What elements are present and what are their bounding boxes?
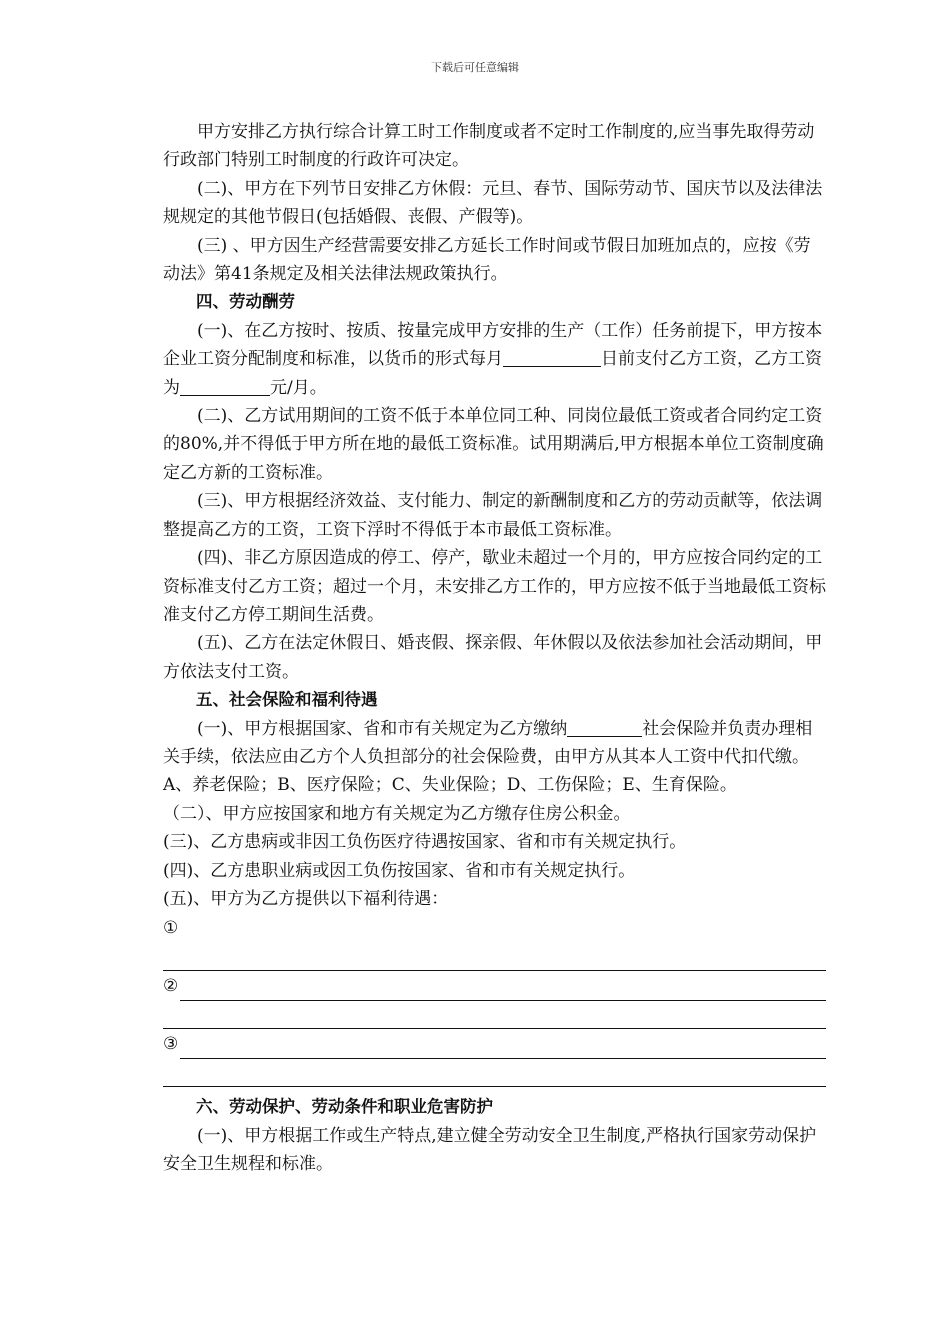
pay-day-blank[interactable] [503, 348, 601, 367]
insurance-type-blank[interactable] [567, 718, 642, 737]
benefit-item-2 [163, 971, 826, 1001]
insurance-text-1: (一)、甲方根据国家、省和市有关规定为乙方缴纳 [197, 718, 568, 739]
benefit-line-3b[interactable] [163, 1059, 826, 1087]
paragraph-overtime: (三) 、甲方因生产经营需要安排乙方延长工作时间或节假日加班加点的，应按《劳动法》第41条规定及相关法律法规政策执行。 [163, 235, 811, 285]
benefit-line-2[interactable] [180, 980, 826, 1001]
paragraph-probation-salary: (二)、乙方试用期间的工资不低于本单位同工种、同岗位最低工资或者合同约定工资的80%,并不得低于甲方所在地的最低工资标准。试用期满后,甲方根据本单位工资制度确定乙方新的工资标准。 [163, 406, 824, 483]
benefit-item-1 [163, 913, 826, 943]
circled-one: ① [163, 918, 179, 939]
paragraph-medical: (三)、乙方患病或非因工负伤医疗待遇按国家、省和市有关规定执行。 [163, 832, 687, 853]
paragraph-insurance-types: A、养老保险；B、医疗保险；C、失业保险；D、工伤保险；E、生育保险。 [163, 775, 737, 796]
paragraph-holidays: (二)、甲方在下列节日安排乙方休假：元旦、春节、国际劳动节、国庆节以及法律法规规定的其他节假日(包括婚假、丧假、产假等)。 [163, 178, 823, 228]
insurance-text-2: 社会保险并负责办理相关手续，依法应由乙方个人负担部分的社会保险费，由甲方从其本人工资中代扣代缴。 [163, 718, 813, 767]
paragraph-salary-adjustment: (三)、甲方根据经济效益、支付能力、制定的新酬制度和乙方的劳动贡献等，依法调整提高乙方的工资，工资下浮时不得低于本市最低工资标准。 [163, 491, 823, 540]
salary-amount-blank[interactable] [180, 377, 270, 396]
benefit-line-1[interactable] [163, 943, 826, 971]
circled-three: ③ [163, 1034, 179, 1055]
page-header: 下载后可任意编辑 [431, 61, 519, 74]
salary-text-2: 日前支付乙方工资，乙方工资为 [163, 349, 822, 398]
salary-text-1: (一)、在乙方按时、按质、按量完成甲方安排的生产（工作）任务前提下，甲方按本企业工资分配制度和标准，以货币的形式每月 [163, 320, 823, 370]
benefit-item-3 [163, 1029, 826, 1059]
circled-two: ② [163, 976, 179, 997]
paragraph-social-insurance [163, 715, 826, 772]
section-heading-labor-protection: 六、劳动保护、劳动条件和职业危害防护 [196, 1097, 493, 1117]
paragraph-work-stoppage: (四)、非乙方原因造成的停工、停产，歇业未超过一个月的，甲方应按合同约定的工资标准支付乙方工资；超过一个月，未安排乙方工作的，甲方应按不低于当地最低工资标准支付乙方停工期间生活费。 [163, 548, 826, 625]
paragraph-safety-system: (一)、甲方根据工作或生产特点,建立健全劳动安全卫生制度,严格执行国家劳动保护安全卫生规程和标准。 [163, 1125, 817, 1175]
paragraph-salary-payment [163, 317, 826, 402]
section-heading-social-insurance: 五、社会保险和福利待遇 [196, 690, 378, 710]
paragraph-benefits: (五)、甲方为乙方提供以下福利待遇： [163, 888, 449, 909]
benefit-line-3[interactable] [180, 1038, 826, 1059]
salary-text-3: 元/月。 [270, 377, 327, 398]
paragraph-occupational-injury: (四)、乙方患职业病或因工负伤按国家、省和市有关规定执行。 [163, 860, 636, 881]
paragraph-housing-fund: （二）、甲方应按国家和地方有关规定为乙方缴存住房公积金。 [163, 803, 631, 824]
section-heading-remuneration: 四、劳动酬劳 [196, 292, 295, 312]
document-body [163, 118, 826, 1179]
paragraph-work-hours-permit: 甲方安排乙方执行综合计算工时工作制度或者不定时工作制度的,应当事先取得劳动行政部门特别工时制度的行政许可决定。 [163, 122, 815, 171]
paragraph-paid-leave: (五)、乙方在法定休假日、婚丧假、探亲假、年休假以及依法参加社会活动期间，甲方依法支付工资。 [163, 633, 823, 682]
benefit-line-2b[interactable] [163, 1001, 826, 1029]
